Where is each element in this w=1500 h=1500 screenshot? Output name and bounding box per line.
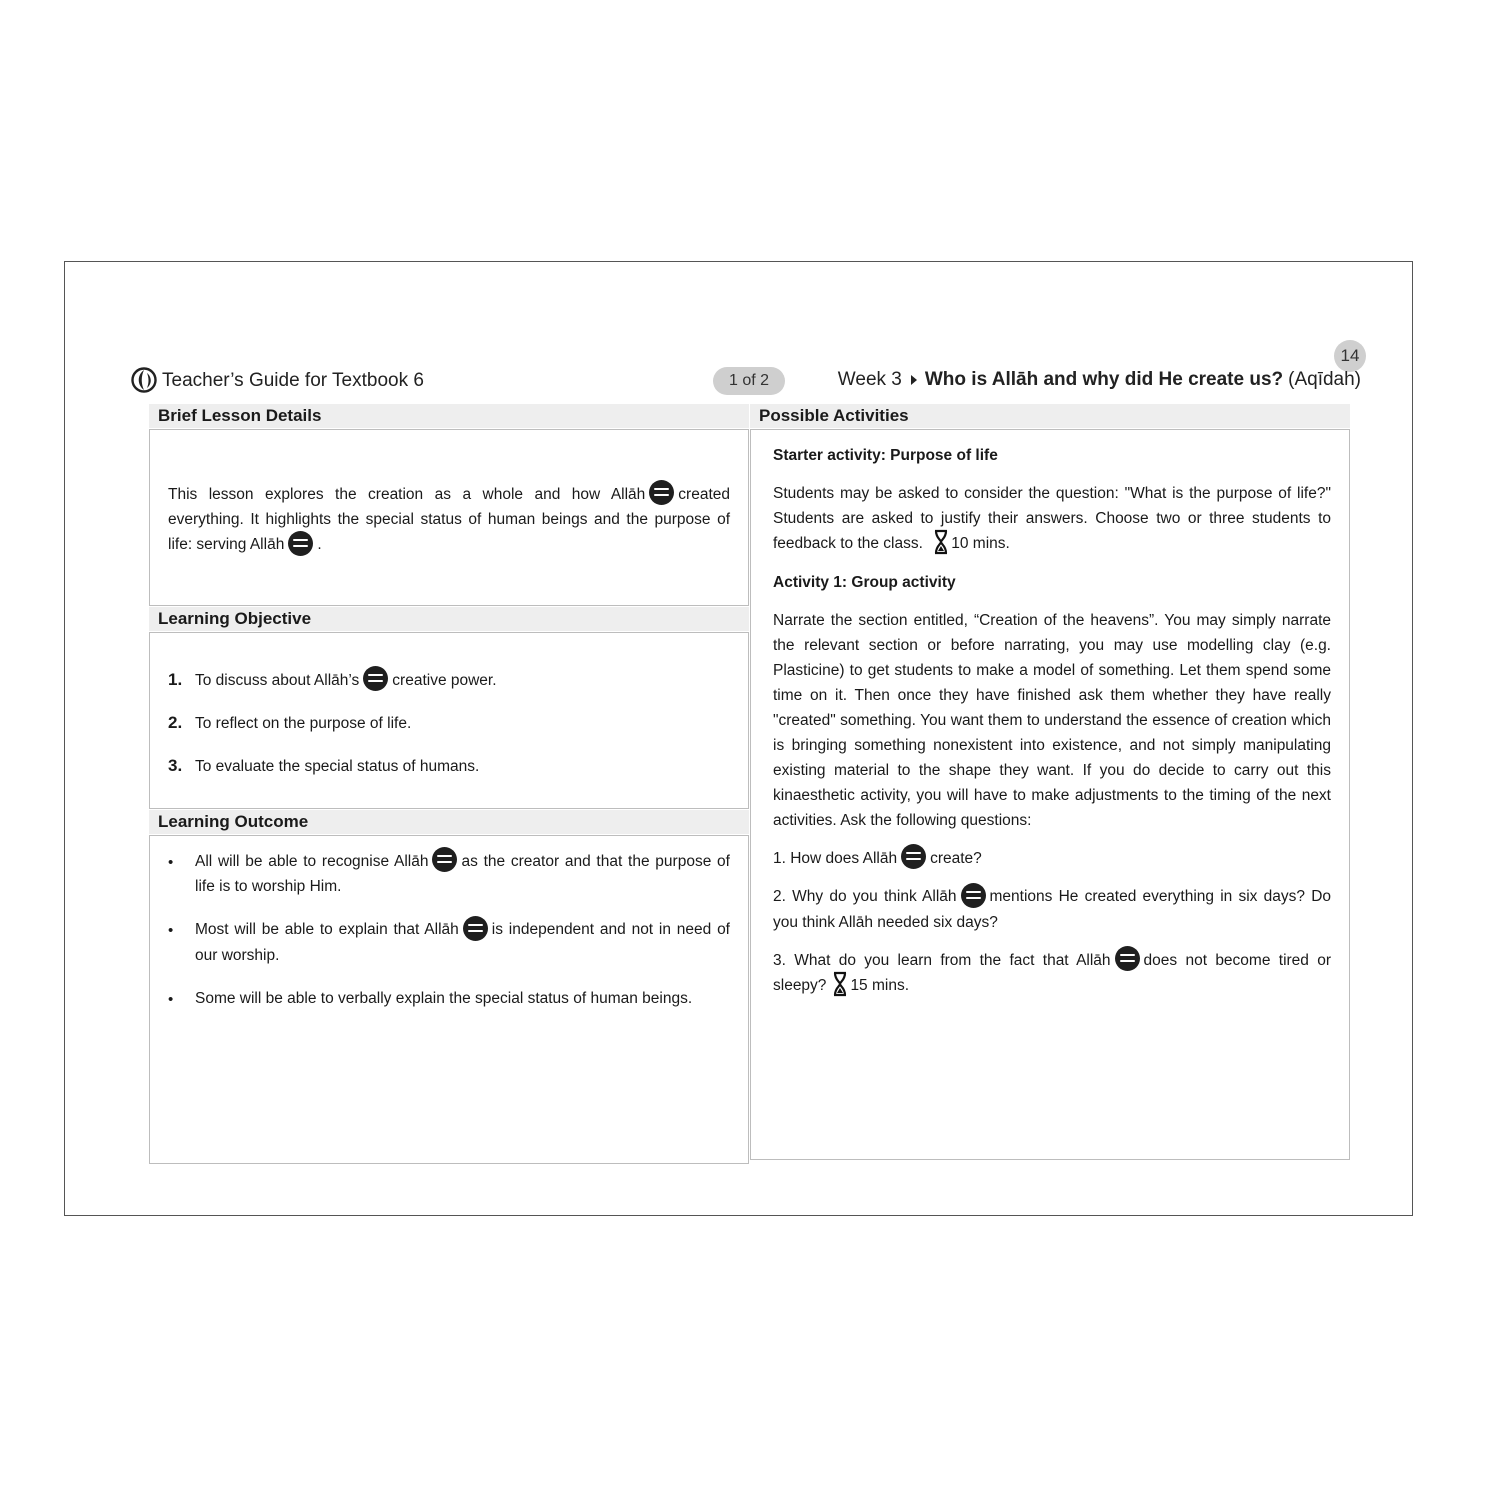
objective-item (168, 667, 730, 693)
brief-text-3: . (317, 536, 322, 554)
allah-honorific-icon (463, 916, 488, 941)
guide-title: Teacher’s Guide for Textbook 6 (162, 370, 424, 391)
allah-honorific-icon (901, 844, 926, 869)
outcome-text: is independent and not in need of our worship. (195, 921, 730, 964)
possible-activities-body (750, 429, 1350, 1160)
brief-text-2: created everything. It highlights the special status of human beings and the purpose of life: serving Allāh (168, 486, 730, 554)
hourglass-icon (933, 529, 949, 555)
learning-objective-heading: Learning Objective (149, 607, 749, 631)
bullet-icon: • (168, 922, 174, 940)
outcome-item (168, 986, 730, 1012)
question-text: mentions He created everything in six days? Do you think Allāh needed six days? (773, 888, 1332, 931)
left-column (149, 404, 749, 1164)
outcome-text: All will be able to recognise Allāh (195, 853, 429, 870)
question-text: does not become tired or sleepy? (773, 951, 1331, 995)
possible-activities-heading: Possible Activities (750, 404, 1350, 428)
learning-objective-body (149, 632, 749, 809)
starter-activity-text (773, 481, 1331, 557)
objective-text: To reflect on the purpose of life. (195, 715, 412, 733)
starter-text: Students may be asked to consider the question: "What is the purpose of life?" Students are asked to justify their answers. Choose two or three students to feedback to the class. (773, 485, 1331, 553)
outcome-text: Some will be able to verbally explain the special status of human beings. (195, 989, 693, 1007)
learning-outcome-body (149, 835, 749, 1164)
bullet-icon: • (168, 990, 174, 1008)
publisher-logo-icon (131, 367, 157, 393)
allah-honorific-icon (1115, 946, 1140, 971)
lesson-topic: Who is Allāh and why did He create us? (924, 369, 1284, 390)
arrow-right-icon (911, 375, 917, 385)
outcome-item (168, 917, 730, 967)
page-number-badge: 14 (1334, 340, 1366, 372)
lesson-category: (Aqīdah) (1288, 369, 1361, 390)
objective-number: 1. (168, 670, 183, 689)
learning-outcome-heading: Learning Outcome (149, 810, 749, 834)
objective-number: 3. (168, 756, 183, 776)
objective-item (168, 710, 730, 736)
brief-text-1: This lesson explores the creation as a whole and how Allāh (168, 486, 646, 503)
brief-lesson-heading: Brief Lesson Details (149, 404, 749, 428)
starter-time: 10 mins. (951, 535, 1010, 553)
allah-honorific-icon (649, 480, 674, 505)
outcome-text: Most will be able to explain that Allāh (195, 921, 459, 939)
question-text: 1. How does Allāh (773, 850, 898, 867)
allah-honorific-icon (288, 531, 313, 556)
question-3 (773, 948, 1331, 999)
outcome-text: as the creator and that the purpose of life is to worship Him. (195, 853, 730, 896)
brief-lesson-body (149, 429, 749, 606)
page-pager: 1 of 2 (713, 367, 785, 395)
activity-1-heading: Activity 1: Group activity (773, 574, 956, 591)
week-heading (838, 369, 1361, 391)
question-text: 2. Why do you think Allāh (773, 888, 957, 906)
question-text: 3. What do you learn from the fact that Allāh (773, 951, 1111, 969)
allah-honorific-icon (363, 666, 388, 691)
objective-text: To discuss about Allāh’s (195, 672, 360, 689)
objective-item (168, 753, 730, 779)
question-2 (773, 884, 1331, 934)
week-label: Week 3 (837, 369, 902, 390)
right-column (750, 404, 1350, 1160)
activity-1-time: 15 mins. (850, 977, 910, 995)
objective-text: To evaluate the special status of humans. (195, 758, 480, 776)
allah-honorific-icon (961, 883, 986, 908)
outcome-item (168, 849, 730, 899)
activity-1-text: Narrate the section entitled, “Creation of the heavens”. You may simply narrate the relevant section or before narrating, you may use modelling clay (e.g. Plasticine) to get students to make a model of something. Let them spend some time on it. Then once they have finished ask them whether they have really "created" something. You want them to understand the essence of creation which is bringing something nonexistent into existence, and not simply manipulating existing material to the shape they want. If you do decide to carry out this kinaesthetic activity, you will have to make adjustments to the timing of the next activities. Ask the following questions: (773, 612, 1331, 829)
objective-text: creative power. (392, 672, 497, 689)
question-1 (773, 846, 1331, 871)
question-text: create? (930, 850, 982, 867)
hourglass-icon (832, 971, 848, 997)
bullet-icon: • (168, 854, 174, 871)
objective-number: 2. (168, 713, 183, 733)
allah-honorific-icon (432, 847, 457, 872)
starter-activity-heading: Starter activity: Purpose of life (773, 447, 998, 464)
